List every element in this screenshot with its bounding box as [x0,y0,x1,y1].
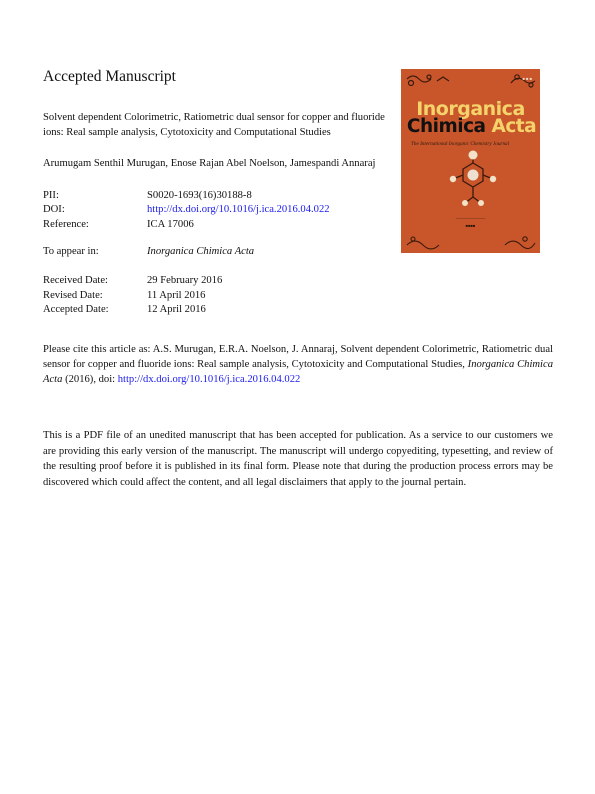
pii-value: S0020-1693(16)30188-8 [147,190,252,201]
citation-year: (2016), doi: [62,374,118,385]
doi-label: DOI: [43,204,65,215]
article-authors: Arumugam Senthil Murugan, Enose Rajan Abel Noelson, Jamespandi Annaraj [43,158,376,169]
appear-label: To appear in: [43,246,99,257]
article-title: Solvent dependent Colorimetric, Ratiometric dual sensor for copper and fluoride ions: Real sample analysis, Cytotoxicity and Computational Studies [43,112,385,138]
cover-title-line2 [403,116,540,137]
molecule-graphic [450,151,496,207]
citation-journal: Inorganica Chimica Acta [43,359,554,385]
revised-label: Revised Date: [43,290,103,301]
page-heading: Accepted Manuscript [43,68,176,85]
cover-title-acta: Acta [491,116,537,137]
journal-cover [401,69,540,253]
appear-value: Inorganica Chimica Acta [147,246,255,257]
revised-value: 11 April 2016 [147,290,206,301]
citation-paragraph [43,342,553,387]
cover-title-line1: Inorganica [416,98,525,120]
pii-label: PII: [43,190,59,201]
cover-title-chimica: Chimica [406,116,486,137]
cover-volume-label: ■ ■ ■ [522,76,532,81]
citation-doi-link[interactable]: http://dx.doi.org/10.1016/j.ica.2016.04.022 [117,374,301,385]
received-value: 29 February 2016 [147,275,223,286]
cover-publisher-mark: ■■■■ [465,223,476,228]
reference-label: Reference: [43,219,89,230]
received-label: Received Date: [43,275,109,286]
citation-text: Please cite this article as: A.S. Murugan, E.R.A. Noelson, J. Annaraj, Solvent dependent Colorimetric, Ratiometric dual sensor for copper and fluoride ions: Real sample analysis, Cytotoxicity and Computational Studies, [43,344,553,370]
cover-subtitle: The International Inorganic Chemistry Journal [411,141,510,147]
doi-link[interactable]: http://dx.doi.org/10.1016/j.ica.2016.04.022 [147,204,330,215]
accepted-label: Accepted Date: [43,304,109,315]
accepted-value: 12 April 2016 [147,304,206,315]
cover-footer-rule: ——————— [455,216,486,221]
reference-value: ICA 17006 [147,219,194,230]
disclaimer-paragraph: This is a PDF file of an unedited manuscript that has been accepted for publication. As a service to our customers we are providing this early version of the manuscript. The manuscript will undergo copyediting, typesetting, and review of the resulting proof before it is published in its final form. Please note that during the production process errors may be discovered which could affect the content, and all legal disclaimers that apply to the journal pertain. [43,430,553,488]
